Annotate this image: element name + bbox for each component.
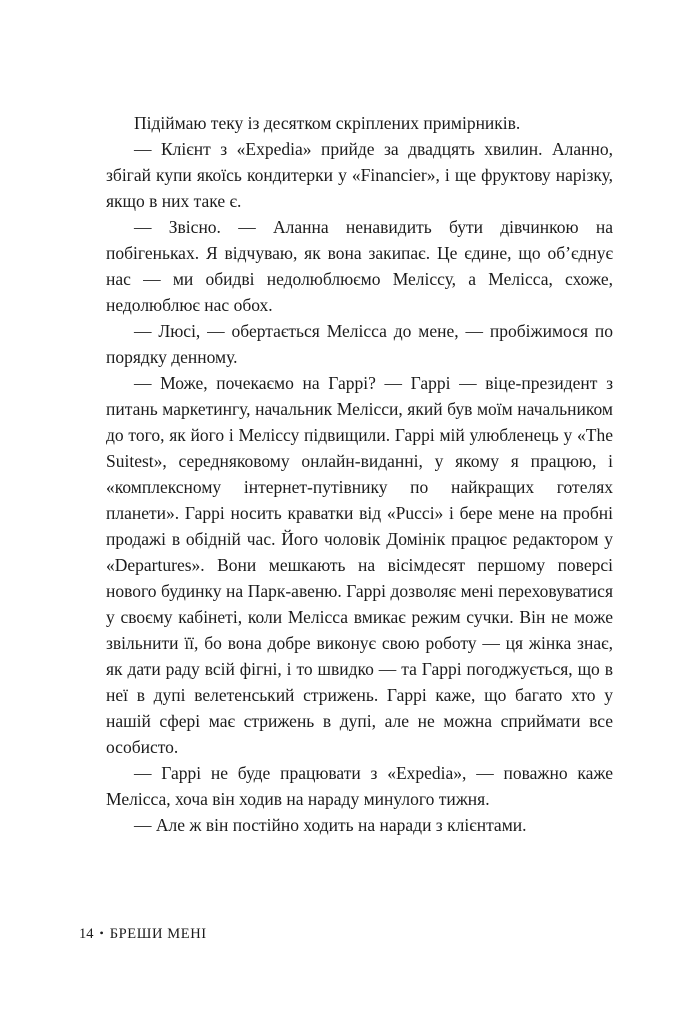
paragraph: — Може, почекаємо на Гаррі? — Гаррі — віце-президент з питань маркетингу, начальник Мелісси, який був моїм начальником до того, як його і Меліссу підвищили. Гаррі мій улюбленець у «The Suitest», середняковому онлайн-виданні, у якому я працюю, і «комплексному інтернет-путівнику по найкращих готелях планети». Гаррі носить краватки від «Pucci» і бере мене на пробні продажі в обідній час. Його чоловік Домінік працює редактором у «Departures». Вони мешкають на вісімдесят першому поверсі нового будинку на Парк-авеню. Гаррі дозволяє мені переховуватися у своєму кабінеті, коли Мелісса вмикає режим сучки. Він не може звільнити її, бо вона добре виконує свою роботу — ця жінка знає, як дати раду всій фігні, і то швидко — та Гаррі погоджується, що в неї в дупі велетенський стрижень. Гаррі каже, що багато хто у нашій сфері має стрижень в дупі, але не можна сприймати все особисто.	[106, 373, 613, 757]
page-number: 14	[79, 926, 94, 942]
page-footer	[79, 926, 207, 943]
book-title: БРЕШИ МЕНІ	[109, 926, 207, 942]
paragraph: Підіймаю теку із десятком скріплених примірників.	[134, 113, 521, 133]
paragraph: — Клієнт з «Expedia» прийде за двадцять хвилин. Аланно, збігай купи якоїсь кондитерки у «Financier», і ще фруктову нарізку, якщо в них таке є.	[106, 139, 613, 211]
paragraph: — Звісно. — Аланна ненавидить бути дівчинкою на побігеньках. Я відчуваю, як вона закипає. Це єдине, що об’єднує нас — ми обидві недолюблюємо Меліссу, а Мелісса, схоже, недолюблює нас обох.	[106, 217, 613, 315]
paragraph: — Але ж він постійно ходить на наради з клієнтами.	[134, 815, 527, 835]
footer-separator: •	[99, 926, 104, 940]
body-text	[106, 110, 613, 838]
paragraph: — Люсі, — обертається Мелісса до мене, — пробіжимося по порядку денному.	[106, 321, 613, 367]
paragraph: — Гаррі не буде працювати з «Expedia», — поважно каже Мелісса, хоча він ходив на нараду минулого тижня.	[106, 763, 613, 809]
